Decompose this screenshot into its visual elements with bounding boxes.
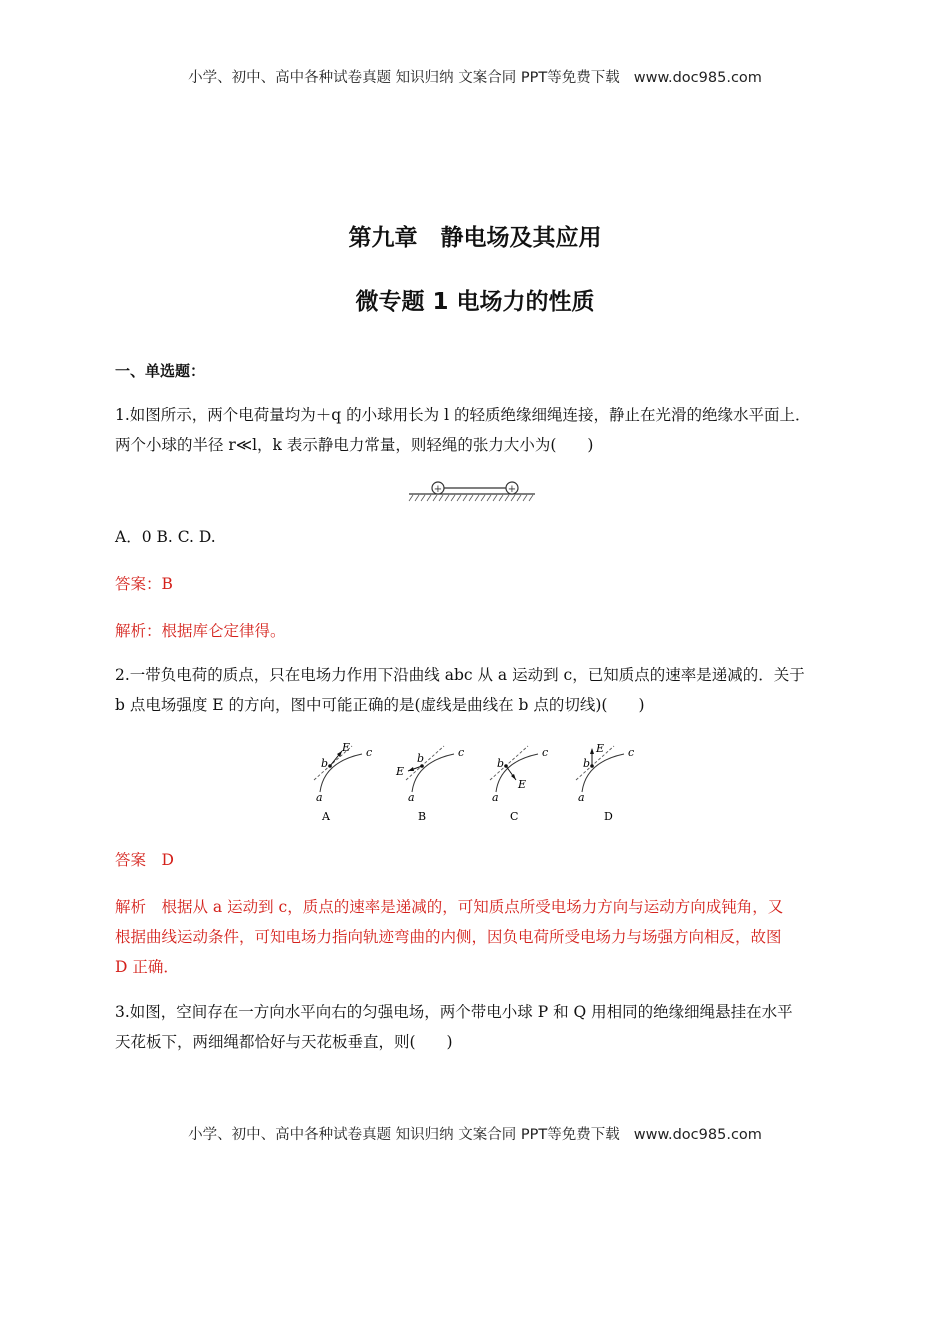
svg-text:E: E: [396, 765, 405, 778]
svg-text:a: a: [492, 791, 499, 804]
q2-analysis-line3: D 正确．: [115, 958, 179, 976]
topic-title: 微专题 1 电场力的性质: [355, 289, 595, 315]
q2-line2: b 点电场强度 E 的方向，图中可能正确的是(虚线是曲线在 b 点的切线)( ): [115, 696, 645, 714]
svg-text:E: E: [342, 741, 351, 754]
q2-panel-a: [314, 741, 372, 823]
q2-label-c: C: [510, 810, 519, 823]
svg-text:c: c: [366, 746, 373, 759]
header-url[interactable]: www.doc985.com: [633, 70, 762, 86]
page-header: [0, 66, 950, 87]
svg-text:E: E: [518, 778, 527, 791]
q2-analysis-line2: 根据曲线运动条件，可知电场力指向轨迹弯曲的内侧，因负电荷所受电场力与场强方向相反，故图: [115, 928, 782, 946]
q2-answer: 答案 D: [115, 851, 174, 869]
section-heading: 一、单选题：: [115, 362, 206, 380]
q1-answer: 答案：B: [115, 575, 173, 593]
q2-panel-b: [395, 746, 464, 823]
q1-analysis: 解析：根据库仑定律得。: [115, 622, 286, 640]
q1-ball-left-charge: +: [433, 484, 443, 495]
q3-line1: 3.如图，空间存在一方向水平向右的匀强电场，两个带电小球 P 和 Q 用相同的绝缘细绳悬挂在水平: [115, 1003, 793, 1021]
question-3: [115, 997, 839, 1057]
question-1: [115, 400, 839, 460]
page-footer: [0, 1123, 950, 1144]
svg-text:b: b: [417, 752, 425, 765]
q2-panel-d: [576, 742, 634, 823]
svg-text:a: a: [316, 791, 323, 804]
q2-label-b: B: [418, 810, 427, 823]
svg-text:b: b: [497, 757, 505, 770]
chapter-title: 第九章 静电场及其应用: [348, 225, 602, 251]
header-text: 小学、初中、高中各种试卷真题 知识归纳 文案合同 PPT等免费下载: [188, 70, 620, 86]
q1-ball-right-charge: +: [507, 484, 517, 495]
q1-ground: [409, 494, 535, 501]
q2-analysis-line1: 解析 根据从 a 运动到 c，质点的速率是递减的，可知质点所受电场力方向与运动方向成钝角，又: [115, 898, 784, 916]
q2-analysis: [115, 892, 839, 982]
svg-text:E: E: [596, 742, 605, 755]
q2-label-d: D: [604, 810, 613, 823]
svg-text:b: b: [583, 757, 591, 770]
q1-line2: 两个小球的半径 r≪l，k 表示静电力常量，则轻绳的张力大小为( ): [115, 436, 594, 454]
q1-line1: 1.如图所示，两个电荷量均为＋q 的小球用长为 l 的轻质绝缘细绳连接，静止在光滑的绝缘水平面上．: [115, 406, 811, 424]
q2-line1: 2.一带负电荷的质点，只在电场力作用下沿曲线 abc 从 a 运动到 c，已知质点的速率是递减的．关于: [115, 666, 805, 684]
svg-text:a: a: [578, 791, 585, 804]
q1-figure: [405, 476, 540, 506]
q2-figure: [300, 740, 660, 830]
svg-text:b: b: [321, 757, 329, 770]
q3-line2: 天花板下，两细绳都恰好与天花板垂直，则( ): [115, 1033, 453, 1051]
footer-text: 小学、初中、高中各种试卷真题 知识归纳 文案合同 PPT等免费下载: [188, 1127, 620, 1143]
svg-text:c: c: [628, 746, 635, 759]
footer-url[interactable]: www.doc985.com: [633, 1127, 762, 1143]
svg-text:a: a: [408, 791, 415, 804]
svg-text:c: c: [542, 746, 549, 759]
svg-text:c: c: [458, 746, 465, 759]
question-2: [115, 660, 839, 720]
q2-panel-c: [490, 746, 548, 823]
q2-label-a: A: [322, 810, 330, 823]
q1-options: A．0 B. C. D.: [115, 528, 216, 546]
